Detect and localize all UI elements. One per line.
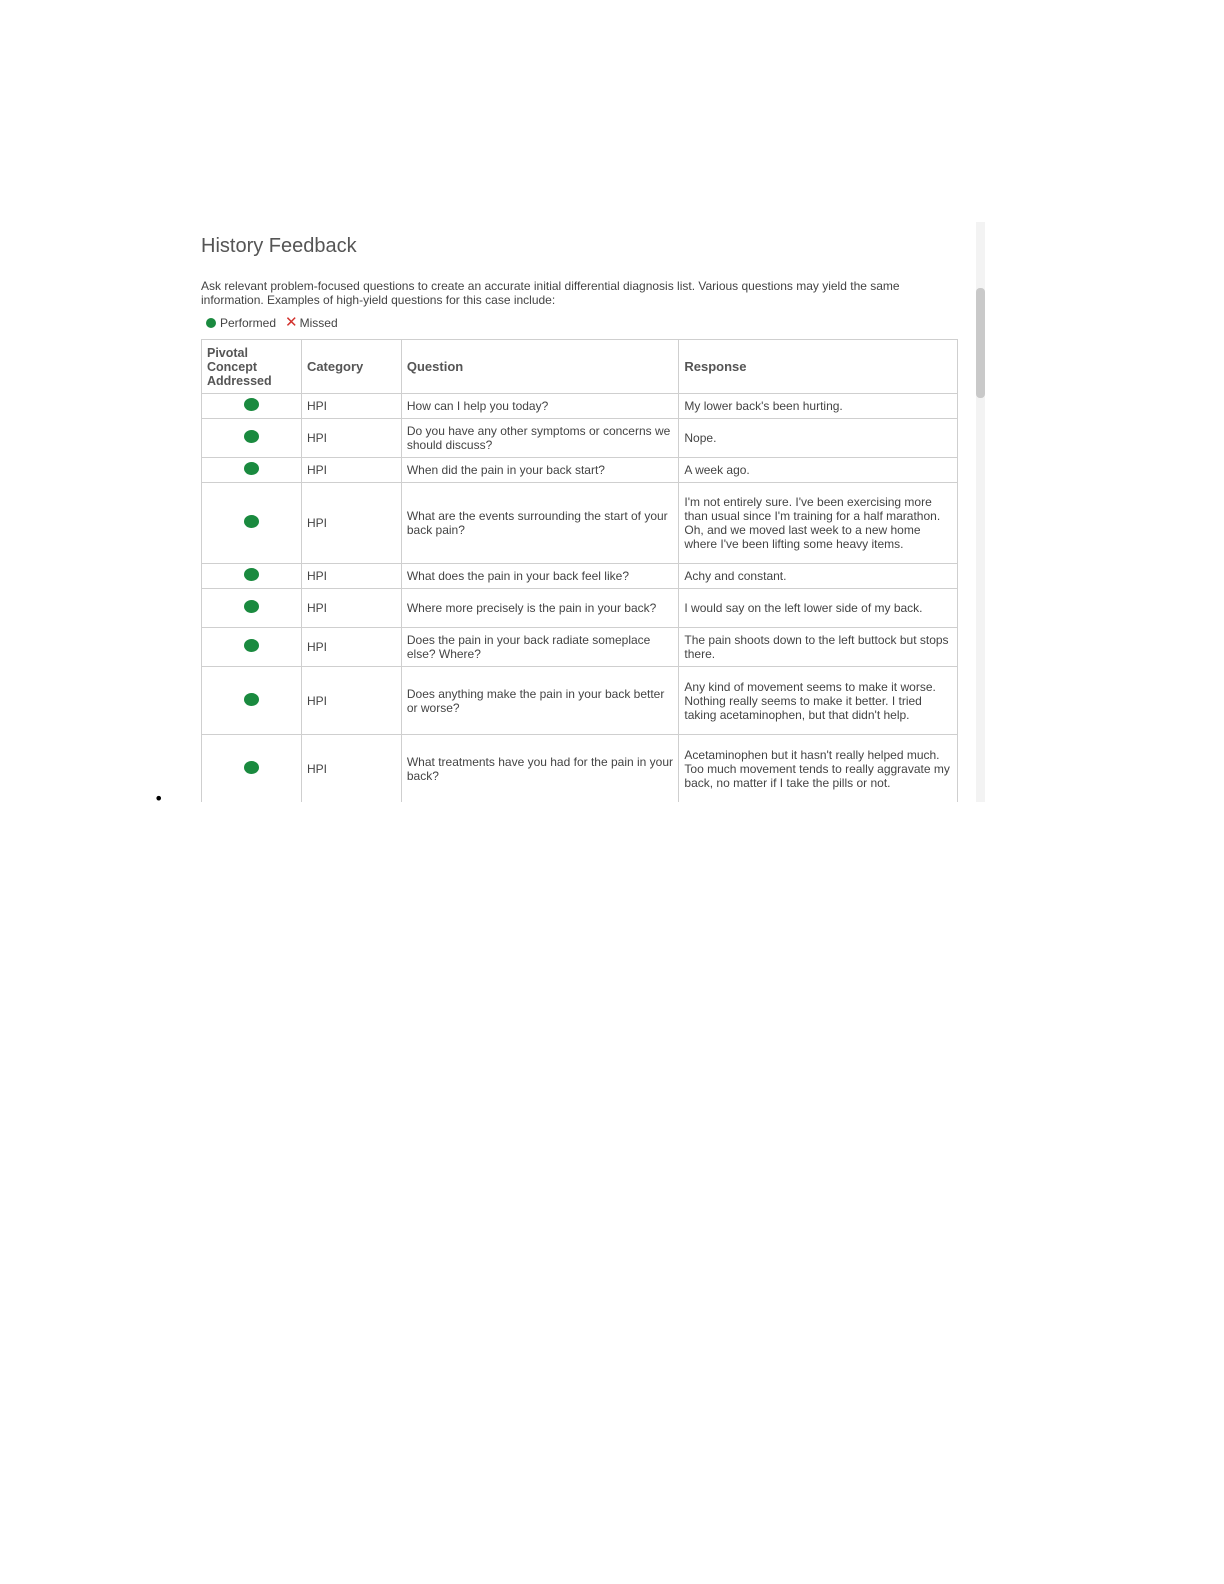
performed-dot-icon: [244, 398, 259, 411]
category-cell: HPI: [301, 394, 401, 419]
table-header-row: [202, 340, 958, 394]
status-cell: [202, 735, 302, 803]
table-row: [202, 628, 958, 667]
table-row: [202, 419, 958, 458]
category-cell: HPI: [301, 628, 401, 667]
missed-x-icon: ✕: [285, 314, 298, 331]
scrollbar-thumb[interactable]: [976, 288, 985, 398]
table-row: [202, 483, 958, 564]
response-cell: I'm not entirely sure. I've been exercising more than usual since I'm training for a half marathon. Oh, and we moved last week to a new home where I've been lifting some heavy items.: [679, 483, 958, 564]
performed-dot-icon: [244, 639, 259, 652]
legend-performed-label: Performed: [220, 316, 277, 330]
legend-missed-label: Missed: [299, 316, 338, 330]
status-cell: [202, 419, 302, 458]
table-row: [202, 564, 958, 589]
question-cell: Does anything make the pain in your back better or worse?: [401, 667, 679, 735]
performed-dot-icon: [244, 693, 259, 706]
performed-dot-icon: [244, 430, 259, 443]
scrollbar[interactable]: [976, 222, 985, 802]
header-question: Question: [401, 340, 679, 394]
category-cell: HPI: [301, 735, 401, 803]
performed-dot-icon: [244, 515, 259, 528]
response-cell: I would say on the left lower side of my back.: [679, 589, 958, 628]
performed-dot-icon: [244, 462, 259, 475]
category-cell: HPI: [301, 483, 401, 564]
legend: [206, 316, 338, 330]
response-cell: My lower back's been hurting.: [679, 394, 958, 419]
response-cell: Acetaminophen but it hasn't really helped much. Too much movement tends to really aggravate my back, no matter if I take the pills or not.: [679, 735, 958, 803]
category-cell: HPI: [301, 564, 401, 589]
table-body: [202, 394, 958, 803]
response-cell: Any kind of movement seems to make it worse. Nothing really seems to make it better. I tried taking acetaminophen, but that didn't help.: [679, 667, 958, 735]
category-cell: HPI: [301, 667, 401, 735]
status-cell: [202, 564, 302, 589]
response-cell: Nope.: [679, 419, 958, 458]
status-cell: [202, 628, 302, 667]
response-cell: Achy and constant.: [679, 564, 958, 589]
table-row: [202, 735, 958, 803]
question-cell: What treatments have you had for the pain in your back?: [401, 735, 679, 803]
performed-dot-icon: [244, 761, 259, 774]
performed-dot-icon: [244, 600, 259, 613]
list-bullet: •: [154, 789, 164, 808]
response-cell: A week ago.: [679, 458, 958, 483]
status-cell: [202, 589, 302, 628]
performed-dot-icon: [206, 318, 216, 328]
question-cell: When did the pain in your back start?: [401, 458, 679, 483]
question-cell: How can I help you today?: [401, 394, 679, 419]
history-feedback-panel: [190, 222, 985, 802]
question-cell: Where more precisely is the pain in your back?: [401, 589, 679, 628]
question-cell: What are the events surrounding the start of your back pain?: [401, 483, 679, 564]
status-cell: [202, 394, 302, 419]
performed-dot-icon: [244, 568, 259, 581]
page-title: History Feedback: [201, 235, 357, 257]
category-cell: HPI: [301, 419, 401, 458]
table-row: [202, 667, 958, 735]
question-cell: Do you have any other symptoms or concerns we should discuss?: [401, 419, 679, 458]
table-row: [202, 589, 958, 628]
intro-text: Ask relevant problem-focused questions to create an accurate initial differential diagnosis list. Various questions may yield the same information. Examples of high-yield questions for this case include:: [201, 279, 900, 307]
status-cell: [202, 667, 302, 735]
table-row: [202, 394, 958, 419]
history-feedback-table: [201, 339, 958, 802]
status-cell: [202, 483, 302, 564]
category-cell: HPI: [301, 458, 401, 483]
question-cell: Does the pain in your back radiate someplace else? Where?: [401, 628, 679, 667]
header-category: Category: [301, 340, 401, 394]
header-response: Response: [679, 340, 958, 394]
response-cell: The pain shoots down to the left buttock but stops there.: [679, 628, 958, 667]
status-cell: [202, 458, 302, 483]
category-cell: HPI: [301, 589, 401, 628]
question-cell: What does the pain in your back feel like?: [401, 564, 679, 589]
header-pivotal: Pivotal Concept Addressed: [202, 340, 302, 394]
table-row: [202, 458, 958, 483]
